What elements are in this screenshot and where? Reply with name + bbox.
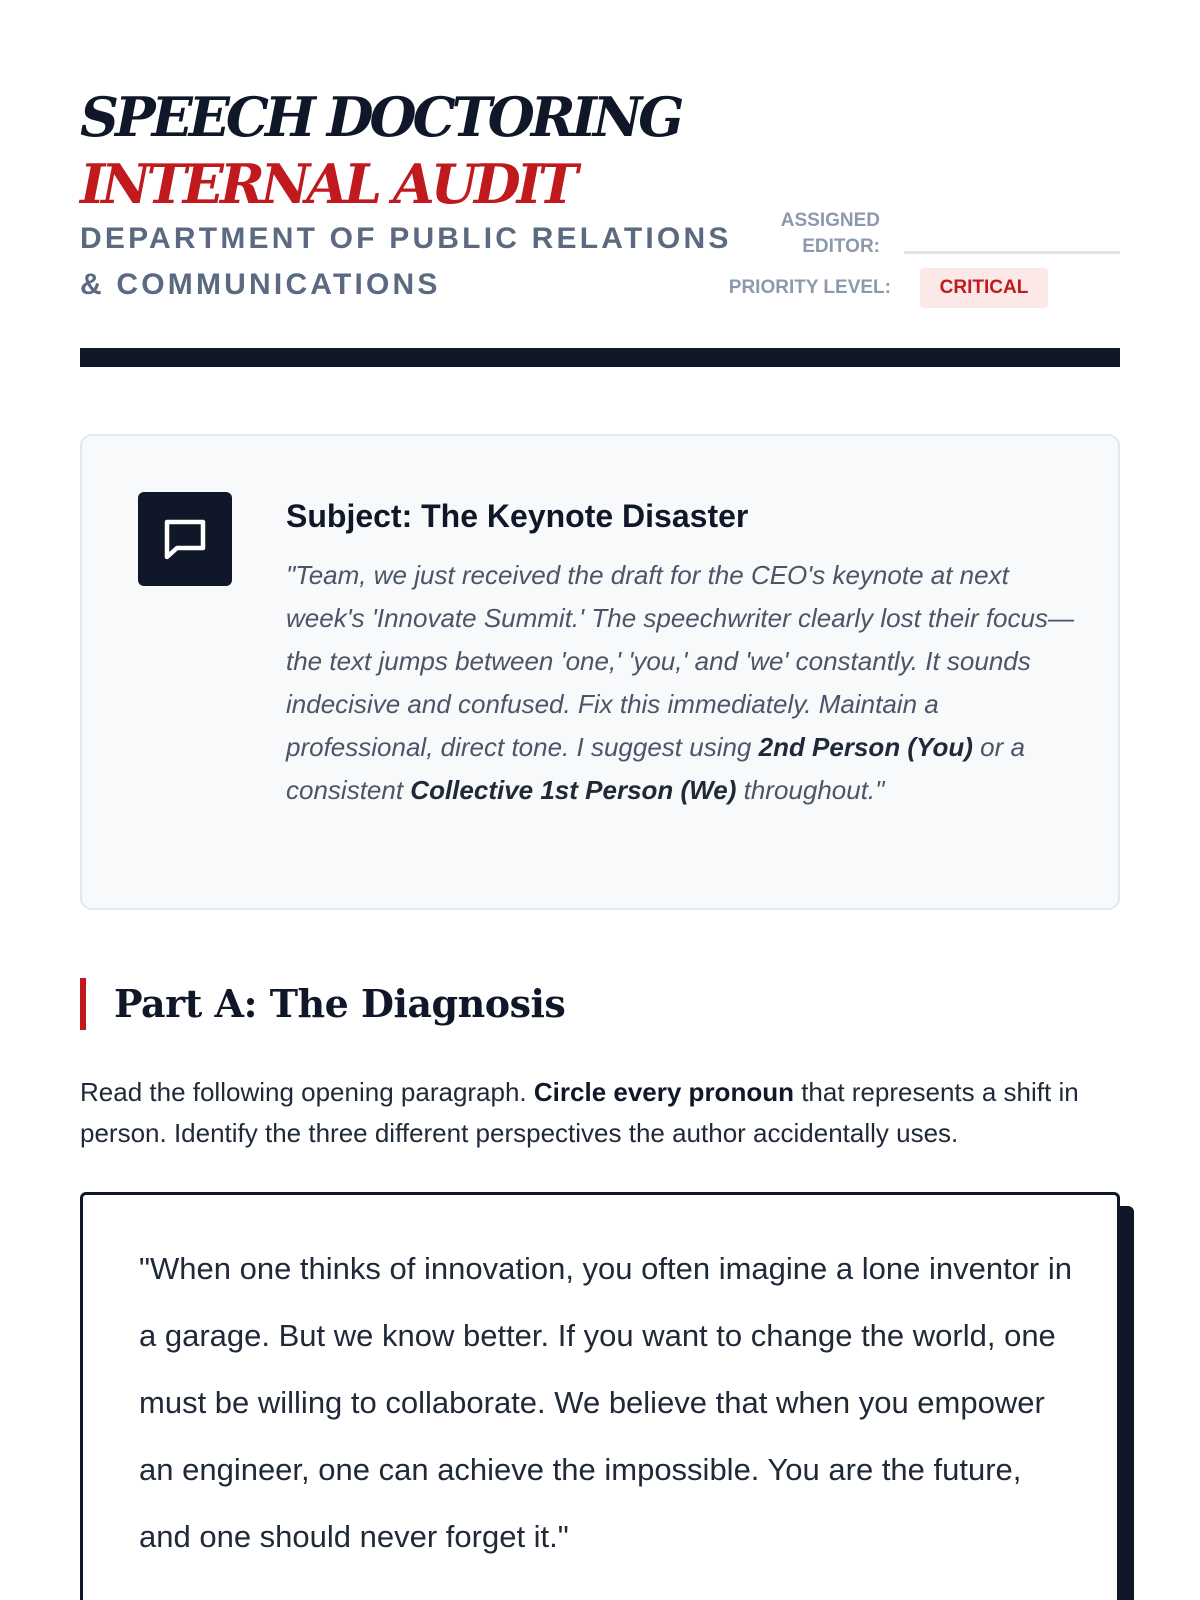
memo-body [286,554,1076,812]
memo-body-text: or a consistent [286,732,1025,805]
instructions-text: that represents a shift in person. Identify the three different perspectives the author accidentally uses. [80,1077,1079,1148]
assigned-editor-label: ASSIGNED EDITOR: [780,210,880,257]
instructions-emphasis: Circle every pronoun [533,1077,794,1107]
passage-box [80,1192,1120,1600]
memo-body-emphasis: Collective 1st Person (We) [410,775,737,805]
memo-body-text: "Team, we just received the draft for the CEO's keynote at next week's 'Innovate Summit.' The speechwriter clearly lost their focus—the text jumps between 'one,' 'you,' and 'we' constantly. It sounds indecisive and confused. Fix this immediately. Maintain a professional, direct tone. I suggest using [286,560,1074,762]
title-line-primary: SPEECH DOCTORING [80,85,681,149]
instructions-text: Read the following opening paragraph. [80,1077,534,1107]
chat-bubble-icon [138,492,232,586]
memo-body-emphasis: 2nd Person (You) [758,732,973,762]
section-accent-bar [80,978,86,1030]
priority-level-label: PRIORITY LEVEL: [728,277,891,298]
section-title: Part A: The Diagnosis [114,981,566,1026]
header-divider [80,348,1120,367]
section-instructions [80,1072,1120,1154]
priority-badge: CRITICAL [920,268,1048,308]
memo-card [80,434,1120,910]
assigned-editor-field[interactable] [904,251,1120,254]
worksheet-page [80,0,1120,1600]
memo-subject: Subject: The Keynote Disaster [286,498,749,534]
memo-body-text: throughout." [736,775,885,805]
passage-text: "When one thinks of innovation, you often imagine a lone inventor in a garage. But we know better. If you want to change the world, one must be willing to collaborate. We believe that when you empower an engineer, one can achieve the impossible. You are the future, and one should never forget it." [139,1251,1072,1554]
department-subtitle: DEPARTMENT OF PUBLIC RELATIONS & COMMUNICATIONS [80,222,732,301]
title-line-secondary: INTERNAL AUDIT [80,152,575,216]
